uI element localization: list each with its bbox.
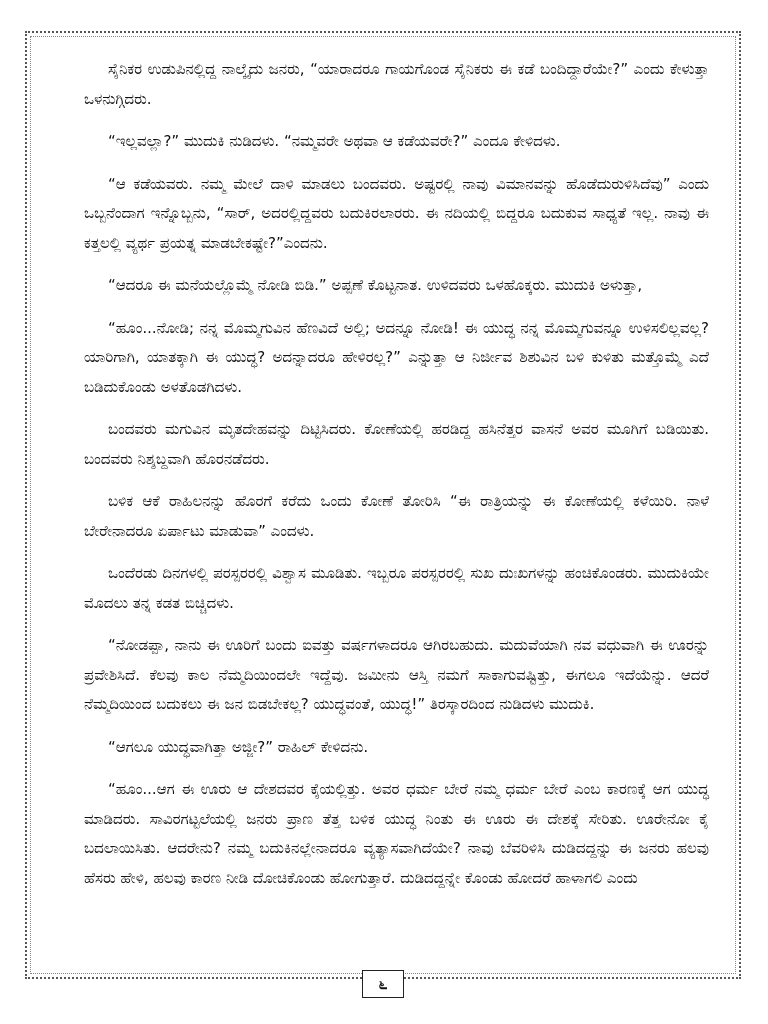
paragraph: “ನೋಡಪ್ಪಾ, ನಾನು ಈ ಊರಿಗೆ ಬಂದು ಐವತ್ತು ವರ್ಷಗಳಾದರೂ ಆಗಿರಬಹುದು. ಮದುವೆಯಾಗಿ ನವ ವಧುವಾಗಿ ಈ ಊರನ್ನು ಪ್ರವೇಶಿಸಿದೆ. ಕೆಲವು ಕಾಲ ನೆಮ್ಮದಿಯಿಂದಲೇ ಇದ್ದೆವು. ಜಮೀನು ಆಸ್ತಿ ನಮಗೆ ಸಾಕಾಗುವಷ್ಟಿತ್ತು, ಈಗಲೂ ಇದೆಯೆನ್ನು. ಆದರೆ ನೆಮ್ಮದಿಯಿಂದ ಬದುಕಲು ಈ ಜನ ಬಿಡಬೇಕಲ್ಲ? ಯುದ್ಧವಂತೆ, ಯುದ್ಧ!” ತಿರಸ್ಕಾರದಿಂದ ನುಡಿದಳು ಮುದುಕಿ.: [84, 636, 709, 713]
paragraph: “ಆದರೂ ಈ ಮನೆಯಲ್ಲೊಮ್ಮೆ ನೋಡಿ ಬಿಡಿ.” ಅಪ್ಪಣೆ ಕೊಟ್ಟನಾತ. ಉಳಿದವರು ಒಳಹೊಕ್ಕರು. ಮುದುಕಿ ಅಳುತ್ತಾ,: [108, 276, 643, 294]
paragraph: “ಆ ಕಡೆಯವರು. ನಮ್ಮ ಮೇಲೆ ದಾಳಿ ಮಾಡಲು ಬಂದವರು. ಅಷ್ಟರಲ್ಲಿ ನಾವು ವಿಮಾನವನ್ನು ಹೊಡೆದುರುಳಿಸಿದೆವು” ಎಂದು ಒಬ್ಬನೆಂದಾಗ ಇನ್ನೊಬ್ಬನು, “ಸಾರ್, ಅದರಲ್ಲಿದ್ದವರು ಬದುಕಿರಲಾರರು. ಈ ನದಿಯಲ್ಲಿ ಬಿದ್ದರೂ ಬದುಕುವ ಸಾಧ್ಯತೆ ಇಲ್ಲ. ನಾವು ಈ ಕತ್ತಲಲ್ಲಿ ವ್ಯರ್ಥ ಪ್ರಯತ್ನ ಮಾಡಬೇಕಷ್ಟೇ?”ಎಂದನು.: [84, 174, 709, 252]
paragraph: ಬಂದವರು ಮಗುವಿನ ಮೃತದೇಹವನ್ನು ದಿಟ್ಟಿಸಿದರು. ಕೋಣೆಯಲ್ಲಿ ಹರಡಿದ್ದ ಹಸಿನೆತ್ತರ ವಾಸನೆ ಅವರ ಮೂಗಿಗೆ ಬಡಿಯಿತು. ಬಂದವರು ನಿಶ್ಶಬ್ದವಾಗಿ ಹೊರನಡೆದರು.: [84, 420, 709, 468]
paragraph: ಬಳಿಕ ಆಕೆ ರಾಹಿಲನನ್ನು ಹೊರಗೆ ಕರೆದು ಒಂದು ಕೋಣೆ ತೋರಿಸಿ “ಈ ರಾತ್ರಿಯನ್ನು ಈ ಕೋಣೆಯಲ್ಲಿ ಕಳೆಯಿರಿ. ನಾಳೆ ಬೇರೇನಾದರೂ ಏರ್ಪಾಟು ಮಾಡುವಾ” ಎಂದಳು.: [84, 492, 709, 540]
page-number: ೬: [362, 970, 404, 998]
paragraph: ಸೈನಿಕರ ಉಡುಪಿನಲ್ಲಿದ್ದ ನಾಲ್ಕೈದು ಜನರು, “ಯಾರಾದರೂ ಗಾಯಗೊಂಡ ಸೈನಿಕರು ಈ ಕಡೆ ಬಂದಿದ್ದಾರೆಯೇ?” ಎಂದು ಕೇಳುತ್ತಾ ಒಳನುಗ್ಗಿದರು.: [84, 60, 709, 108]
paragraph: “ಹೂಂ...ಆಗ ಈ ಊರು ಆ ದೇಶದವರ ಕೈಯಲ್ಲಿತ್ತು. ಅವರ ಧರ್ಮ ಬೇರೆ ನಮ್ಮ ಧರ್ಮ ಬೇರೆ ಎಂಬ ಕಾರಣಕ್ಕೆ ಆಗ ಯುದ್ಧ ಮಾಡಿದರು. ಸಾವಿರಗಟ್ಟಲೆಯಲ್ಲಿ ಜನರು ಪ್ರಾಣ ತೆತ್ತ ಬಳಿಕ ಯುದ್ಧ ನಿಂತು ಈ ಊರು ಈ ದೇಶಕ್ಕೆ ಸೇರಿತು. ಊರೇನೋ ಕೈ ಬದಲಾಯಿಸಿತು. ಆದರೇನು? ನಮ್ಮ ಬದುಕಿನಲ್ಲೇನಾದರೂ ವ್ಯತ್ಯಾಸವಾಗಿದೆಯೇ? ನಾವು ಬೆವರಿಳಿಸಿ ದುಡಿದದ್ದನ್ನು ಈ ಜನರು ಹಲವು ಹೆಸರು ಹೇಳಿ, ಹಲವು ಕಾರಣ ನೀಡಿ ದೋಚಿಕೊಂಡು ಹೋಗುತ್ತಾರೆ. ದುಡಿದದ್ದನ್ನೇ ಕೊಂಡು ಹೋದರೆ ಹಾಳಾಗಲಿ ಎಂದು: [84, 780, 709, 887]
body-text: [84, 55, 709, 893]
paragraph: ಒಂದೆರಡು ದಿನಗಳಲ್ಲಿ ಪರಸ್ಪರರಲ್ಲಿ ವಿಶ್ವಾಸ ಮೂಡಿತು. ಇಬ್ಬರೂ ಪರಸ್ಪರರಲ್ಲಿ ಸುಖ ದುಃಖಗಳನ್ನು ಹಂಚಿಕೊಂಡರು. ಮುದುಕಿಯೇ ಮೊದಲು ತನ್ನ ಕಡತ ಬಿಚ್ಚಿದಳು.: [84, 564, 709, 612]
paragraph: “ಹೂಂ...ನೋಡಿ; ನನ್ನ ಮೊಮ್ಮಗುವಿನ ಹೆಣವಿದೆ ಅಲ್ಲಿ; ಅದನ್ನೂ ನೋಡಿ! ಈ ಯುದ್ಧ ನನ್ನ ಮೊಮ್ಮಗುವನ್ನೂ ಉಳಿಸಲಿಲ್ಲವಲ್ಲ? ಯಾರಿಗಾಗಿ, ಯಾತಕ್ಕಾಗಿ ಈ ಯುದ್ಧ? ಅದನ್ನಾದರೂ ಹೇಳಿರಲ್ಲ?” ಎನ್ನುತ್ತಾ ಆ ನಿರ್ಜೀವ ಶಿಶುವಿನ ಬಳಿ ಕುಳಿತು ಮತ್ತೊಮ್ಮೆ ಎದೆ ಬಡಿದುಕೊಂಡು ಅಳತೊಡಗಿದಳು.: [84, 318, 709, 396]
paragraph: “ಇಲ್ಲವಲ್ಲಾ?” ಮುದುಕಿ ನುಡಿದಳು. “ನಮ್ಮವರೇ ಅಥವಾ ಆ ಕಡೆಯವರೇ?” ಎಂದೂ ಕೇಳಿದಳು.: [108, 132, 561, 150]
paragraph: “ಆಗಲೂ ಯುದ್ಧವಾಗಿತ್ತಾ ಅಜ್ಜೀ?” ರಾಹಿಲ್ ಕೇಳಿದನು.: [108, 737, 369, 756]
